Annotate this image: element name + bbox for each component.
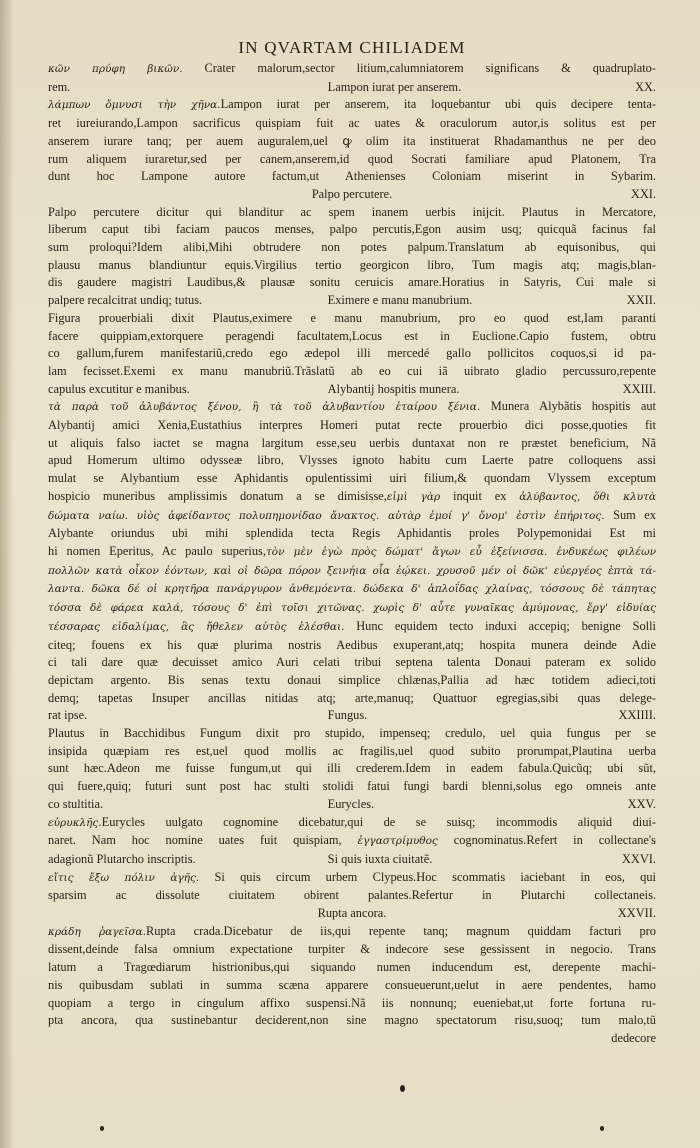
text-line [48,977,656,995]
latin-text: Lampon iurat per anserem, ita loquebantur ubi quis decipere tenta- [220,97,656,112]
greek-text: κῶν πρύφη βικῶν. [48,63,183,75]
text-line [48,221,656,239]
latin-text: Eurycles uulgato cognomine dicebatur,qui de se suisq; incommodis aliquid diui- [101,814,656,829]
text-line [48,345,656,363]
latin-text: mulat se Alybantium esse Aphidantis opulentissimi uiri filium,& quondam Vlyssem exceptum [48,471,656,486]
greek-text: εἰμὶ γὰρ [386,490,441,503]
latin-text: Hunc equidem tecto induxi accepiq; benigne Solli [344,618,656,633]
latin-text: hi nomen Eperitus, Ac paulo superius, [48,543,266,558]
adage-number: XXVII. [617,906,656,921]
latin-text: anserem iurare tanq; per auem auguralem,uel ꝙ olim ita instituerat Rhadamanthus ne per deo [48,133,656,148]
latin-text: ut aliquis falso iactet se magna largitum esse,seu uerbis duntaxat non re præstet beneficium, Nã [48,435,656,450]
greek-text: δώματα ναίω. υἱὸς ἀφείδαντος πολυπημονίδαο ἄνακτος. αὐτὰρ ἐμοί γ' ὄνομ' ἐστὶν ἐπήριτος. [48,509,605,522]
latin-text: citeq; fouens ex his quæ plurima nostris Aedibus exuperant,atq; hospita munera deinde Adie [48,637,656,652]
latin-text: inquit ex [440,488,520,503]
latin-text: Alybantij amici Xenia,Eustathius interpres Homeri putat recte prouerbio dici posse,quoties fit [48,418,656,433]
adage-number: XXII. [626,293,656,308]
text-line [48,599,656,618]
adage-heading [48,707,656,725]
text-line [48,133,656,151]
text-line [48,274,656,292]
line-lead-text: palpere recalcitrat undiq; tutus. [48,293,203,308]
text-line [48,204,656,222]
latin-text: ci tali dare quæ decuisset amico Auri celati tribui septena talenta Donaui pateram ex solido [48,655,656,670]
text-line [48,363,656,381]
latin-text: plausu manus blandiuntur equis.Virgilius tertio georgicon libro, Tum magis atq; magis,blan- [48,257,656,272]
text-line [48,543,656,562]
latin-text: Rupta crada.Dicebatur de iis,qui repente tanq; magnum quiddam facturi pro [145,923,656,938]
latin-text: depictam argento. Bis senas textu donaui simplice chlænas,Pallia ad hæc totidem adieci,toti [48,672,656,687]
line-lead-text: co stultitia. [48,796,104,811]
latin-text: naret. Nam hoc nomine uates fuit quispiam, [48,833,358,848]
adage-title: Alybantij hospitis munera. [327,381,460,396]
greek-text: κράδη ῥαγεῖσα. [48,925,146,938]
adage-title: Rupta ancora. [317,906,387,921]
greek-text: λαντα. δῶκα δέ οἱ κρητῆρα πανάργυρον ἀνθεμόεντα. δώδεκα δ' ἁπλοΐδας χλαίνας, τόσσους δὲ τάπητας [48,583,656,596]
text-line [48,760,656,778]
latin-text: latum a Tragœdiarum histrionibus,qui siquando numen inducendum est, derepente machi- [48,960,656,975]
adage-title: Eximere e manu manubrium. [327,293,473,308]
catchword: dedecore [611,1030,656,1045]
text-line [48,470,656,488]
latin-text: lam fecisset.Exemi ex manu manubriũ.Trãslatũ ab eo cui iã uibrato gladio percussuro,repente [48,363,656,378]
latin-text: facere quippiam,extorquere peragendi facultatem,Locus est in Euclione.Capio fustem, obtru [48,328,656,343]
text-line [48,151,656,169]
greek-text: τὸν μὲν ἐγὼ πρὸς δώματ' ἄγων εὖ ἐξείνισσα. ἐνδυκέως φιλέων [265,545,656,558]
latin-text: Figura prouerbiali dixit Plautus,eximere e manu manubrium, pro eo quod est,Iam paranti [48,310,656,325]
latin-text: dunt hoc Lampone autore factum,ut Athenienses Coloniam miserint in Sybarim. [48,169,656,184]
text-line [48,452,656,470]
text-line [48,725,656,743]
text-line [48,832,656,851]
greek-text: ἐγγαστρίμυθος [357,835,438,848]
latin-text: Alybante oriundus ubi mihi splendida tecta Regis Aphidantis proles Polypemonidai Est mi [48,526,656,541]
text-line [48,239,656,257]
adage-title: Fungus. [327,708,368,723]
greek-text: λάμπων ὄμνυσι τὴν χῆνα. [48,99,221,112]
adage-heading [48,381,656,399]
text-line [48,672,656,690]
adage-title: Lampon iurat per anserem. [327,79,462,94]
line-lead-text: rat ipse. [48,708,88,723]
latin-text: co gallum,furem manifestariũ,credo ego ædepol illi mercedé gallo pollicitos coquos,si id pa- [48,346,656,361]
text-line [48,115,656,133]
text-line [48,618,656,637]
latin-text: liberum caput tibi faciam paucos menses, palpo percutis,Egon ausim usq; quicquã facinus fal [48,222,656,237]
text-line [48,310,656,328]
running-header: IN QVARTAM CHILIADEM [238,38,466,57]
text-line [48,887,656,905]
text-line [48,96,656,115]
greek-text: εὐρυκλῆς. [48,816,102,829]
text-line [48,778,656,796]
adage-number: XXIIII. [618,708,656,723]
text-line [48,743,656,761]
latin-text: Sum ex [604,507,656,522]
page-body [48,60,656,1048]
latin-text: sum proloqui?Idem alibi,Mihi obtrudere non potes palpum.Translatum ab equisonibus, qui [48,240,656,255]
text-line [48,398,656,417]
adage-title: Palpo percutere. [311,186,393,201]
latin-text: rum aliquem iuraretur,sed per canem,anserem,id quod Socrati familiare apud Platonem, Tra [48,151,656,166]
text-line [48,525,656,543]
adage-heading [48,186,656,204]
adage-heading [48,796,656,814]
adage-number: XXI. [630,186,656,201]
adage-number: XXIII. [622,381,656,396]
latin-text: Plautus in Bacchidibus Fungum dixit pro stupido, impenseq; credulo, uel quia fungus per se [48,726,656,741]
latin-text: Si quis circum urbem Clypeus.Hoc scommatis iaciebant in eos, qui [199,869,656,884]
latin-text: sunt hæc.Adeon me fuisse fungum,ut qui illi crederem.Idem in eadem fabula.Quicũq; ubi sũt, [48,761,656,776]
text-line [48,637,656,655]
latin-text: Palpo percutere dicitur qui blanditur ac spem inanem uerbis inijcit. Plautus in Mercatore, [48,204,656,219]
line-lead-text: rem. [48,79,71,94]
adage-number: XXVI. [621,851,656,866]
adage-heading [48,292,656,310]
text-line [48,562,656,581]
latin-text: qui fuere,quiq; futuri sunt post hac stulti stolidi fatui fungi bardi blenni,solus ego omneis ante [48,779,656,794]
greek-text: πολλῶν κατὰ οἶκον ἐόντων, καὶ οἱ δῶρα πόρον ξεινήια οἷα ἐῴκει. χρυσοῦ μέν οἱ δῶκ' εὐεργέος ἑπτὰ τά- [48,564,656,577]
line-lead-text: adagionũ Plutarcho inscriptis. [48,851,196,866]
text-line [48,941,656,959]
text-line [48,654,656,672]
text-line [48,690,656,708]
text-line [48,507,656,526]
ornament-dot [600,1126,604,1131]
adage-title: Si quis iuxta ciuitatẽ. [327,851,433,866]
latin-text: quopiam a tergo in cingulum affixo suspensi.Nã iis nonnunq; eueniebat,ut forte fortuna ru- [48,995,656,1010]
greek-text: τόσσα δὲ φάρεα καλά, τόσους δ' ἐπὶ τοῖσι χιτῶνας. χωρὶς δ' αὖτε γυναῖκας ἀμύμονας, ἔργ' εἰδυίας [48,602,656,615]
latin-text: dis gaudere magistri Laudibus,& plausæ sonitu ceruicis amare.Horatius in Satyris, Cui male si [48,275,656,290]
text-line [48,869,656,888]
text-line [48,488,656,507]
ornament-dot [400,1085,405,1092]
latin-text: Crater malorum,sector litium,calumniatorem significans & quadruplato- [182,61,656,75]
adage-number: XX. [635,79,656,94]
greek-text: εἴτις ἔξω πόλιν ἀγῆς. [48,871,200,884]
greek-text: τὰ παρὰ τοῦ ἀλυβάντος ξένου, ἢ τὰ τοῦ ἀλυβαντίου ἑταίρου ξένια. [48,401,481,414]
line-lead-text: capulus excutitur e manibus. [48,381,190,396]
adage-heading [48,79,656,97]
latin-text: dissent,deinde falsa omnium expectatione turpiter & indecore sese gessissent in negocio. Trans [48,942,656,957]
greek-text: τέσσαρας εἰδαλίμας, ἃς ἤθελεν αὐτὸς ἑλέσθαι. [48,620,345,633]
latin-text: sparsim ac dissolute ciuitatem obirent palantes.Refertur in Plutarchi collectaneis. [48,888,656,903]
greek-text: ἀλύβαντος, ὅθι κλυτὰ [519,490,657,503]
text-line [48,435,656,453]
text-line [48,923,656,942]
latin-text: apud Homerum ultimo odysseæ libro, Vlysses ignoto habitu cum Laerte patre colloquens assi [48,453,656,468]
latin-text: demq; tapetas Insuper ancillas nitidas atq; arte,manuq; Quattuor egregias,sibi quas delege- [48,690,656,705]
text-line [48,814,656,833]
latin-text: Munera Alybãtis hospitis aut [480,399,656,414]
latin-text: hospicio muneribus amplissimis donatum a se dimisisse, [48,488,387,503]
text-line [48,995,656,1013]
text-line [48,168,656,186]
adage-title: Eurycles. [327,796,375,811]
text-line [48,580,656,599]
adage-number: XXV. [627,796,656,811]
latin-text: cognominatus.Refert in collectane's [437,833,656,848]
latin-text: ret iureiurando,Lampon sacrificus quispiam fuit ac uates & oraculorum autor,is solitus est per [48,116,656,131]
text-line [48,959,656,977]
text-line [48,257,656,275]
text-line [48,1012,656,1030]
ornament-dot [100,1126,104,1131]
latin-text: nis quibusdam sublati in summa scæna apparere consueuerunt,uelut in aere pendentes, hamo [48,977,656,992]
text-line [48,60,656,79]
text-line [48,417,656,435]
latin-text: pta ancora, qua sustinebantur deciderent,non sine magno spectatorum risu,suoq; tum malo,tũ [48,1013,656,1028]
adage-heading [48,851,656,869]
latin-text: insipida quæpiam res est,uel quod mollis ac fragilis,uel quod subito prorumpat,Plautina uerba [48,743,656,758]
adage-heading [48,905,656,923]
text-line [48,328,656,346]
